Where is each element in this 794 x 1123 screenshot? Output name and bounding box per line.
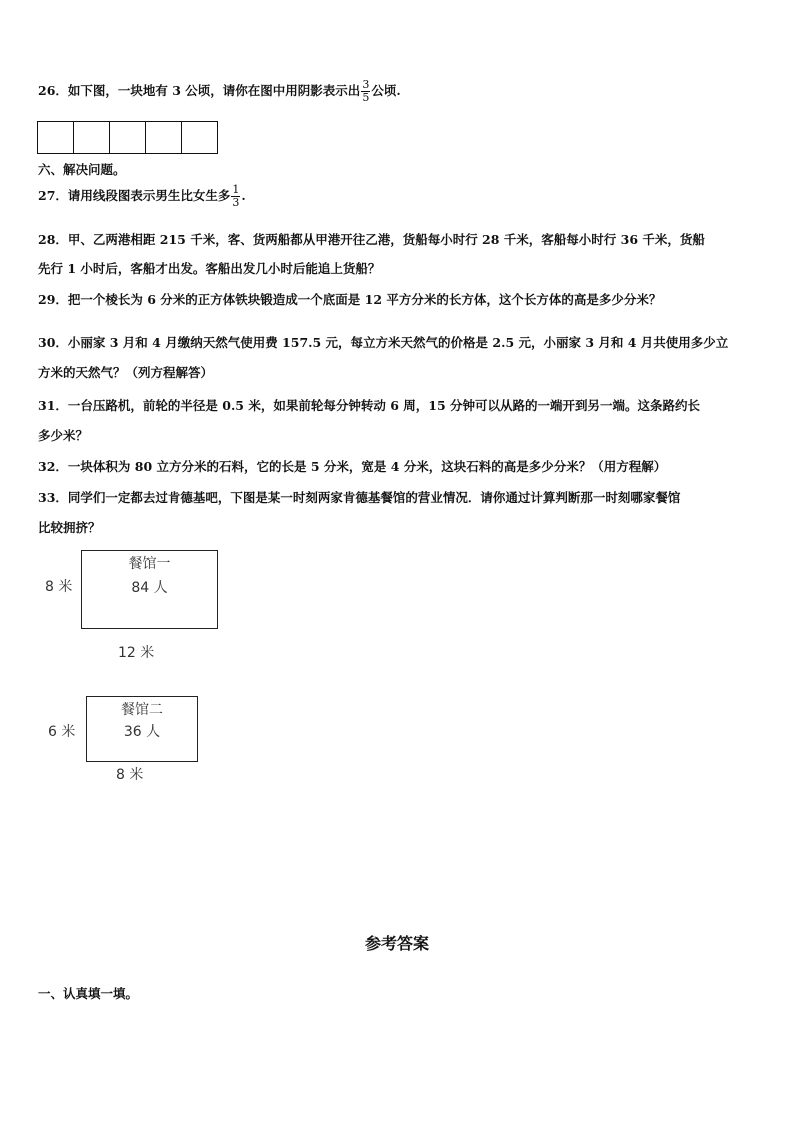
question-26-text: 26．如下图，一块地有 3 公顷，请你在图中用阴影表示出 <box>38 83 361 98</box>
question-33-line1: 33．同学们一定都去过肯德基吧，下图是某一时刻两家肯德基餐馆的营业情况．请你通过计算判断那一时刻哪家餐馆 <box>38 490 681 505</box>
land-grid <box>38 121 218 154</box>
restaurant-2-rectangle <box>86 696 198 762</box>
grid-cell[interactable] <box>73 121 110 154</box>
restaurant-1-name: 餐馆一 <box>128 556 171 572</box>
grid-cell[interactable] <box>37 121 74 154</box>
restaurant-2-height-label: 6 米 <box>48 724 76 740</box>
grid-cell[interactable] <box>145 121 182 154</box>
question-27-end: . <box>241 188 246 203</box>
restaurant-2-width-label: 8 米 <box>116 767 144 783</box>
restaurant-2-people: 36 人 <box>123 724 161 740</box>
answers-title: 参考答案 <box>364 934 429 953</box>
question-26-unit: 公顷. <box>371 83 401 98</box>
grid-cell[interactable] <box>109 121 146 154</box>
restaurant-1-people: 84 人 <box>131 580 168 596</box>
question-26 <box>38 79 401 104</box>
question-33-line2: 比较拥挤？ <box>38 520 101 535</box>
restaurant-2-name: 餐馆二 <box>121 702 163 718</box>
question-30-line1: 30．小丽家 3 月和 4 月缴纳天然气使用费 157.5 元，每立方米天然气的价格是 2.5 元，小丽家 3 月和 4 月共使用多少立 <box>38 335 729 350</box>
question-30-line2: 方米的天然气？（列方程解答） <box>38 365 214 380</box>
fraction-1-3: $\frac{1}{3}$ <box>232 183 240 209</box>
section-heading: 六、解决问题。 <box>38 162 126 177</box>
restaurant-1-height-label: 8 米 <box>45 579 73 595</box>
question-31-line1: 31．一台压路机，前轮的半径是 0.5 米，如果前轮每分钟转动 6 周，15 分钟可以从路的一端开到另一端。这条路约长 <box>38 398 700 413</box>
question-28-line2: 先行 1 小时后，客船才出发。客船出发几小时后能追上货船？ <box>38 261 381 276</box>
question-32: 32．一块体积为 80 立方分米的石料，它的长是 5 分米，宽是 4 分米，这块石料的高是多少分米？（用方程解） <box>38 459 667 474</box>
question-31-line2: 多少米？ <box>38 428 89 443</box>
grid-cell[interactable] <box>181 121 218 154</box>
question-27-text: 27．请用线段图表示男生比女生多 <box>38 188 231 203</box>
restaurant-1-width-label: 12 米 <box>118 645 155 661</box>
answers-section-1: 一、认真填一填。 <box>38 986 139 1001</box>
restaurant-1-rectangle <box>81 550 218 629</box>
question-28-line1: 28．甲、乙两港相距 215 千米，客、货两船都从甲港开往乙港，货船每小时行 28 千米，客船每小时行 36 千米，货船 <box>38 232 705 247</box>
fraction-3-5: $\frac{3}{5}$ <box>362 78 370 104</box>
question-29: 29．把一个棱长为 6 分米的正方体铁块锻造成一个底面是 12 平方分米的长方体，这个长方体的高是多少分米？ <box>38 292 662 307</box>
question-27 <box>38 184 246 209</box>
